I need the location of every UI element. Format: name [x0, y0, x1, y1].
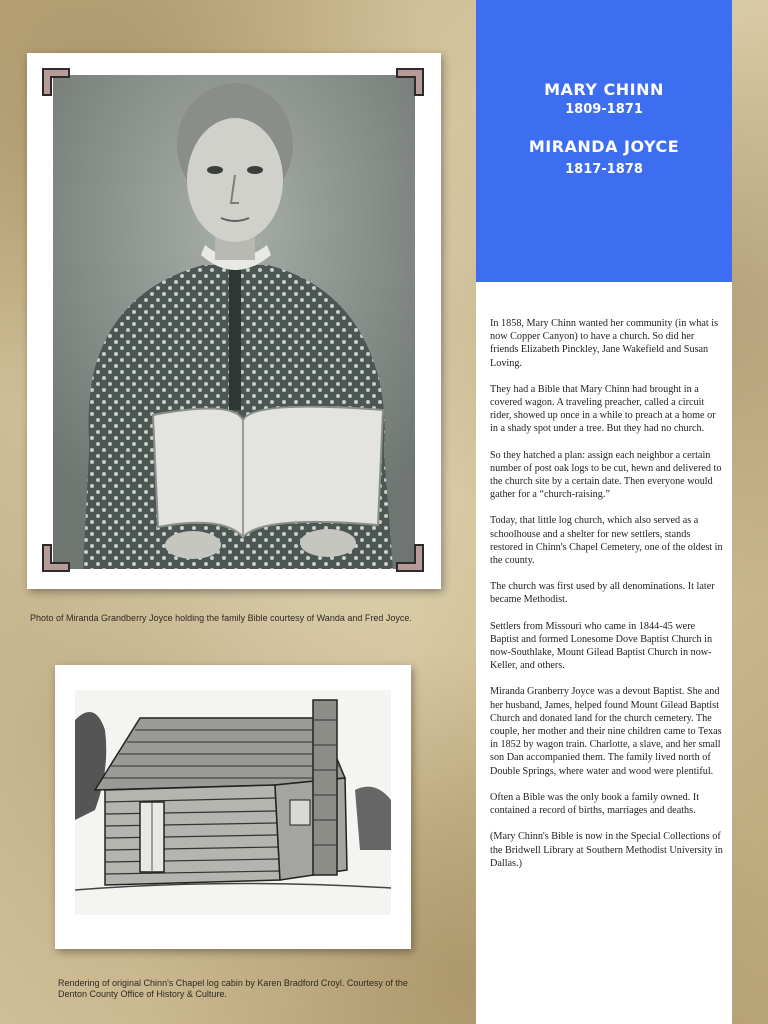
article-paragraph: Often a Bible was the only book a family owned. It contained a record of births, marriages and deaths.	[490, 791, 700, 817]
log-cabin-illustration	[75, 690, 391, 915]
photo-corner-bottom-right	[395, 543, 425, 573]
person-dates-2: 1817-1878	[565, 162, 643, 177]
photo-corner-bottom-left	[41, 543, 71, 573]
article-paragraph: Today, that little log church, which also served as a schoolhouse and a shelter for new settlers, stands restored in Chinn's Chapel Cemetery, one of the oldest in the county.	[490, 515, 723, 567]
article-paragraph: (Mary Chinn's Bible is now in the Special Collections of the Bridwell Library at Southern Methodist University in Dallas.)	[490, 831, 723, 869]
title-block	[476, 0, 732, 282]
person-dates-1: 1809-1871	[565, 102, 643, 117]
cabin-sketch-frame	[55, 665, 411, 949]
cabin-caption: Rendering of original Chinn's Chapel log cabin by Karen Bradford Croyl. Courtesy of the Denton County Office of History & Culture.	[58, 978, 408, 999]
article-paragraph: The church was first used by all denominations. It later became Methodist.	[490, 581, 715, 606]
article-body	[490, 317, 724, 883]
photo-corner-top-left	[41, 67, 71, 97]
article-paragraph: In 1858, Mary Chinn wanted her community (in what is now Copper Canyon) to have a church. So did her friends Elizabeth Pinckley, Jane Wakefield and Susan Loving.	[490, 318, 719, 369]
portrait-photo	[53, 75, 415, 569]
article-paragraph: So they hatched a plan: assign each neighbor a certain number of post oak logs to be cut, hewn and delivered to the church site by a certain date. Then everyone would gather for a “church-raising.”	[490, 449, 722, 501]
article-panel	[476, 282, 732, 1024]
photo-corner-top-right	[395, 67, 425, 97]
portrait-photo-frame	[27, 53, 441, 589]
portrait-illustration	[53, 75, 415, 569]
person-name-1: MARY CHINN	[544, 80, 664, 99]
article-paragraph: Settlers from Missouri who came in 1844-45 were Baptist and formed Lonesome Dove Baptist Church in now-Southlake, Mount Gilead Baptist Church in now-Keller, and others.	[490, 620, 713, 672]
cabin-sketch	[75, 690, 391, 915]
portrait-caption: Photo of Miranda Grandberry Joyce holding the family Bible courtesy of Wanda and Fred Joyce.	[30, 613, 412, 623]
article-paragraph: They had a Bible that Mary Chinn had brought in a covered wagon. A traveling preacher, called a circuit rider, showed up once in a while to preach at a home or in a shady spot under a tree. But they had no church.	[490, 383, 716, 435]
article-paragraph: Miranda Granberry Joyce was a devout Baptist. She and her husband, James, helped found Mount Gilead Baptist Church and donated land for the church cemetery. The couple, her mother and their nine children came to Texas in 1852 by wagon train. Charlotte, a slave, and her small son Dan accompanied them. The family lived north of Double Springs, where water and wood were plentiful.	[490, 686, 722, 777]
person-name-2: MIRANDA JOYCE	[528, 137, 680, 156]
